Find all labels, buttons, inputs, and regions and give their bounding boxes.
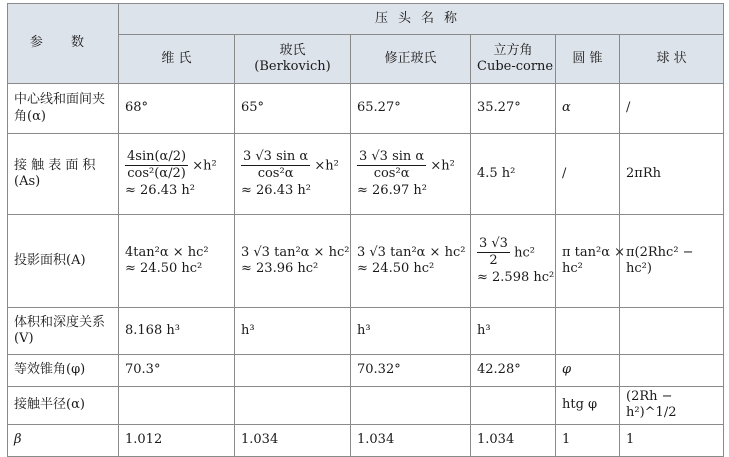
table-row-angle — [8, 84, 724, 134]
col-cube-corner: 立方角 Cube-corne — [471, 35, 556, 84]
cell: 42.28° — [471, 355, 556, 387]
cell: h³ — [471, 308, 556, 355]
cell: 8.168 h³ — [119, 308, 235, 355]
cell: 1.034 — [471, 424, 556, 456]
cell: α — [556, 84, 620, 134]
cell — [471, 387, 556, 425]
cell: 70.3° — [119, 355, 235, 387]
cell: 70.32° — [351, 355, 471, 387]
cell: 35.27° — [471, 84, 556, 134]
cell: 2πRh — [620, 134, 724, 215]
cell-formula: $\frac{\text{3 √3 sin α}}{\text{cos²α}}$ ×h² ≈ 26.97 h² — [351, 134, 471, 215]
cell: 1 — [556, 424, 620, 456]
cell: 65.27° — [351, 84, 471, 134]
row-label: β — [8, 424, 119, 456]
cell: π(2Rhc² − hc²) — [620, 215, 724, 308]
cell: 65° — [235, 84, 351, 134]
cell: 1.034 — [235, 424, 351, 456]
param-header: 参 数 — [8, 4, 119, 84]
table-row-contact-radius — [8, 387, 724, 425]
cell: 1.012 — [119, 424, 235, 456]
cell-formula: $\frac{4\sin(\alpha/2)}{\text{cos²(α/2)}}$ ×h² ≈ 26.43 h² — [119, 134, 235, 215]
cell: 68° — [119, 84, 235, 134]
cell-formula: π tan²α × hc² — [556, 215, 620, 308]
cell: htg φ — [556, 387, 620, 425]
cell: (2Rh − h²)^1/2 — [620, 387, 724, 425]
cell — [235, 387, 351, 425]
table-row-volume — [8, 308, 724, 355]
cell — [235, 355, 351, 387]
col-sphere: 球 状 — [620, 35, 724, 84]
col-berkovich: 玻氏 (Berkovich) — [235, 35, 351, 84]
table-row-equivalent-cone-angle — [8, 355, 724, 387]
row-label: 接触半径(α) — [8, 387, 119, 425]
table-row-projected-area — [8, 215, 724, 308]
cell: φ — [556, 355, 620, 387]
cell: / — [556, 134, 620, 215]
cell — [351, 387, 471, 425]
cell-formula: 3 √3 tan²α × hc² ≈ 24.50 hc² — [351, 215, 471, 308]
col-vickers: 维 氏 — [119, 35, 235, 84]
cell — [556, 308, 620, 355]
indenter-name-header: 压头名称 — [119, 4, 724, 35]
cell — [119, 387, 235, 425]
table-row-beta — [8, 424, 724, 456]
cell: 1.034 — [351, 424, 471, 456]
cell — [620, 355, 724, 387]
cell-formula: $\frac{\text{3 √3 sin α}}{\text{cos²α}}$ ×h² ≈ 26.43 h² — [235, 134, 351, 215]
row-label: 接 触 表 面 积 (As) — [8, 134, 119, 215]
cell: 1 — [620, 424, 724, 456]
table-row-contact-area — [8, 134, 724, 215]
col-modified-berkovich: 修正玻氏 — [351, 35, 471, 84]
cell: 4.5 h² — [471, 134, 556, 215]
row-label: 等效锥角(φ) — [8, 355, 119, 387]
row-label: 投影面积(A) — [8, 215, 119, 308]
cell-formula: $\frac{3 √3}{2}$ hc² ≈ 2.598 hc² — [471, 215, 556, 308]
cell — [620, 308, 724, 355]
cell-formula: 3 √3 tan²α × hc² ≈ 23.96 hc² — [235, 215, 351, 308]
cell: / — [620, 84, 724, 134]
cell: h³ — [351, 308, 471, 355]
col-cone: 圆 锥 — [556, 35, 620, 84]
indenter-parameter-table — [7, 3, 724, 457]
cell: h³ — [235, 308, 351, 355]
row-label: 中心线和面间夹角(α) — [8, 84, 119, 134]
cell-formula: 4tan²α × hc² ≈ 24.50 hc² — [119, 215, 235, 308]
row-label: 体积和深度关系(V) — [8, 308, 119, 355]
